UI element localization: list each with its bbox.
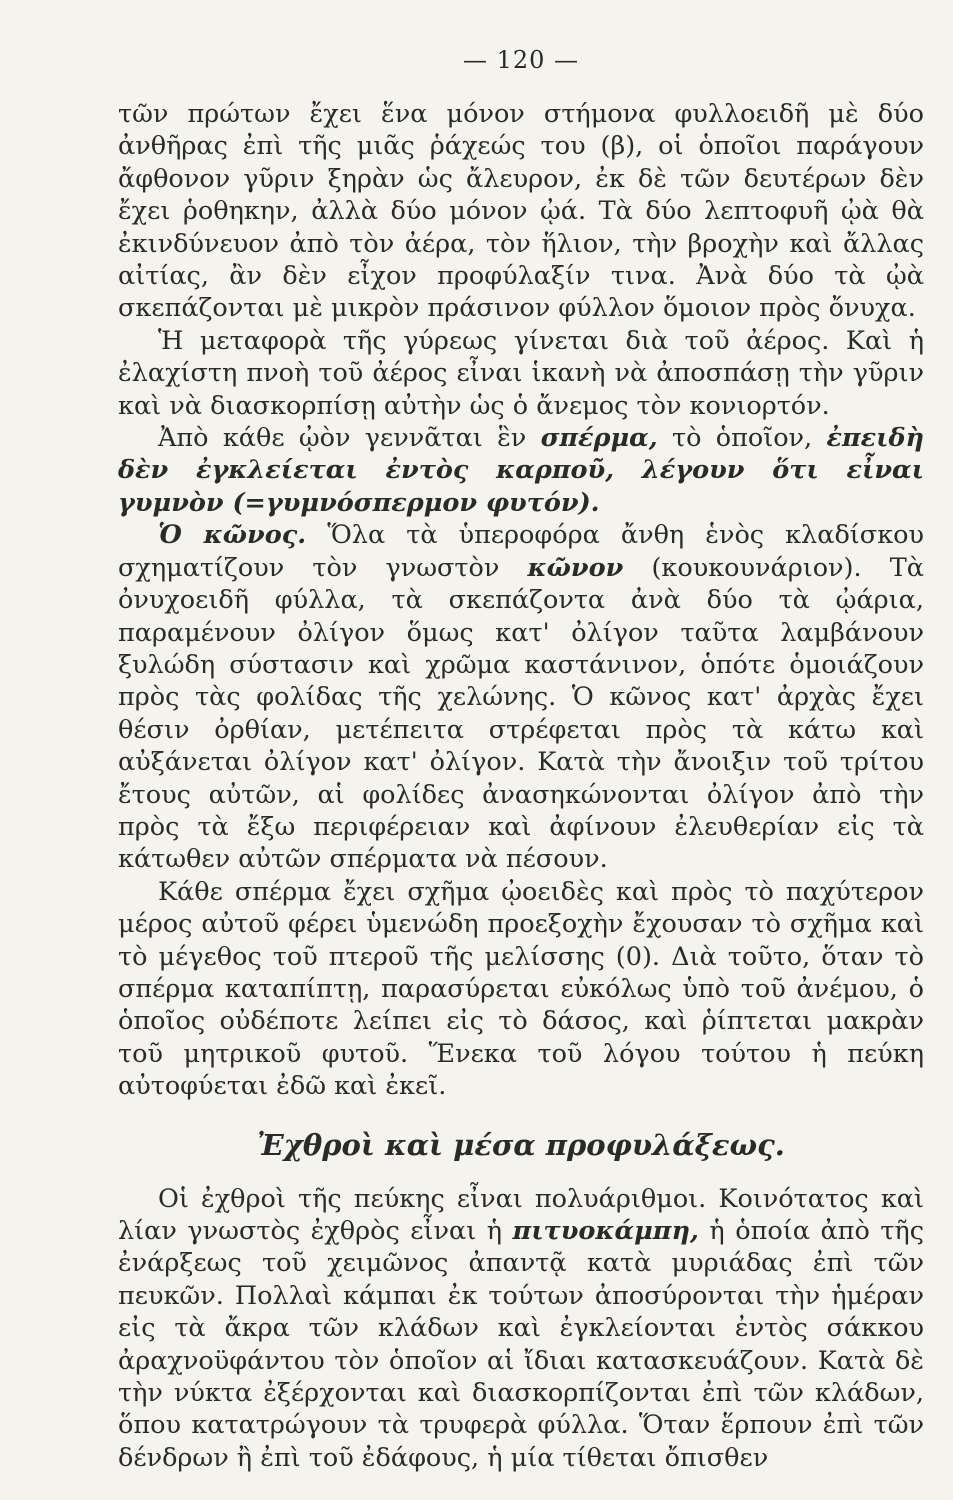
paragraph: [118, 98, 924, 325]
section-heading: Ἐχθροὶ καὶ μέσα προφυλάξεως.: [257, 1127, 785, 1162]
paragraph-text: τὸ ὁποῖον,: [657, 423, 827, 454]
paragraph-text: Ὅλα τὰ ὑπεροφόρα ἄνθη ἑνὸς κλαδίσκου σχηματίζουν τὸν γνωστὸν: [118, 520, 924, 583]
paragraph: [118, 876, 924, 1103]
paragraph: [118, 1183, 924, 1475]
body-text-continued: [118, 1183, 924, 1475]
paragraph-text: Κάθε σπέρμα ἔχει σχῆμα ᾠοειδὲς καὶ πρὸς τὸ παχύτερον μέρος αὐτοῦ φέρει ὑμενώδη προεξοχὴν ἔχουσαν τὸ σχῆμα καὶ τὸ μέγεθος τοῦ πτεροῦ τῆς μελίσσης (0). Διὰ τοῦτο, ὅταν τὸ σπέρμα καταπίπτῃ, παρασύρεται εὐκόλως ὑπὸ τοῦ ἀνέμου, ὁ ὁποῖος οὐδέποτε λείπει εἰς τὸ δάσος, καὶ ῥίπτεται μακρὰν τοῦ μητρικοῦ φυτοῦ. Ἕνεκα τοῦ λόγου τούτου ἡ πεύκη αὐτοφύεται ἐδῶ καὶ ἐκεῖ.: [118, 876, 924, 1102]
paragraph: [118, 325, 924, 422]
body-text: [118, 98, 924, 1103]
paragraph-text: (κουκουνάριον). Τὰ ὀνυχοειδῆ φύλλα, τὰ σκεπάζοντα ἀνὰ δύο τὰ ᾠάρια, παραμένουν ὀλίγον ὅμως κατ' ὀλίγον ταῦτα λαμβάνουν ξυλώδη σύστασιν καὶ χρῶμα καστάνινον, ὁπότε ὁμοιάζουν πρὸς τὰς φολίδας τῆς χελώνης. Ὁ κῶνος κατ' ἀρχὰς ἔχει θέσιν ὀρθίαν, μετέπειτα στρέφεται πρὸς τὰ κάτω καὶ αὐξάνεται ὀλίγον κατ' ὀλίγον. Κατὰ τὴν ἄνοιξιν τοῦ τρίτου ἔτους αὐτῶν, αἱ φολίδες ἀνασηκώνονται ὀλίγον ἀπὸ τὴν πρὸς τὰ ἔξω περιφέρειαν καὶ ἀφίνουν ἐλευθερίαν εἰς τὰ κάτωθεν αὐτῶν σπέρματα νὰ πέσουν.: [118, 552, 924, 875]
book-page: [118, 42, 924, 1482]
paragraph-text: Ἀπὸ κάθε ᾠὸν γεννᾶται ἓν: [158, 423, 541, 454]
paragraph-text: Οἱ ἐχθροὶ τῆς πεύκης εἶναι πολυάριθμοι. Κοινότατος καὶ λίαν γνωστὸς ἐχθρὸς εἶναι ἡ: [118, 1183, 924, 1246]
emphasized-text: σπέρμα,: [540, 423, 658, 454]
page-number: — 120 —: [462, 46, 580, 74]
paragraph-text: ἡ ὁποία ἀπὸ τῆς ἐνάρξεως τοῦ χειμῶνος ἀπαντᾷ κατὰ μυριάδας ἐπὶ τῶν πευκῶν. Πολλαὶ κάμπαι ἐκ τούτων ἀποσύρονται τὴν ἡμέραν εἰς τὰ ἄκρα τῶν κλάδων καὶ ἐγκλείονται ἐντὸς σάκκου ἀραχνοϋφάντου τὸν ὁποῖον αἱ ἴδιαι κατασκευάζουν. Κατὰ δὲ τὴν νύκτα ἐξέρχονται καὶ διασκορπίζονται ἐπὶ τῶν κλάδων, ὅπου κατατρώγουν τὰ τρυφερὰ φύλλα. Ὅταν ἕρπουν ἐπὶ τῶν δένδρων ἢ ἐπὶ τοῦ ἐδάφους, ἡ μία τίθεται ὄπισθεν: [118, 1216, 924, 1473]
emphasized-text: Ὁ κῶνος.: [158, 520, 307, 551]
emphasized-text: κῶνον: [527, 552, 624, 583]
paragraph: [118, 422, 924, 519]
emphasized-text: πιτυοκάμπη,: [512, 1216, 699, 1246]
paragraph: [118, 519, 924, 875]
emphasized-text: ἐπειδὴ δὲν ἐγκλείεται ἐντὸς καρποῦ, λέγουν ὅτι εἶναι γυμνὸν (=γυμνόσπερμον φυτόν).: [118, 423, 925, 518]
paragraph-text: τῶν πρώτων ἔχει ἕνα μόνον στήμονα φυλλοειδῆ μὲ δύο ἀνθῆρας ἐπὶ τῆς μιᾶς ῥάχεώς του (β), οἱ ὁποῖοι παράγουν ἄφθονον γῦριν ξηρὰν ὡς ἄλευρον, ἐκ δὲ τῶν δευτέρων δὲν ἔχει ῥοθηκην, ἀλλὰ δύο μόνον ᾠά. Τὰ δύο λεπτοφυῆ ᾠὰ θὰ ἐκινδύνευον ἀπὸ τὸν ἀέρα, τὸν ἥλιον, τὴν βροχὴν καὶ ἄλλας αἰτίας, ἂν δὲν εἶχον προφύλαξίν τινα. Ἀνὰ δύο τὰ ᾠὰ σκεπάζονται μὲ μικρὸν πράσινον φύλλον ὅμοιον πρὸς ὄνυχα.: [118, 99, 924, 324]
paragraph-text: Ἡ μεταφορὰ τῆς γύρεως γίνεται διὰ τοῦ ἀέρος. Καὶ ἡ ἐλαχίστη πνοὴ τοῦ ἀέρος εἶναι ἱκανὴ νὰ ἀποσπάσῃ τὴν γῦριν καὶ νὰ διασκορπίσῃ αὐτὴν ὡς ὁ ἄνεμος τὸν κονιορτόν.: [118, 325, 924, 421]
